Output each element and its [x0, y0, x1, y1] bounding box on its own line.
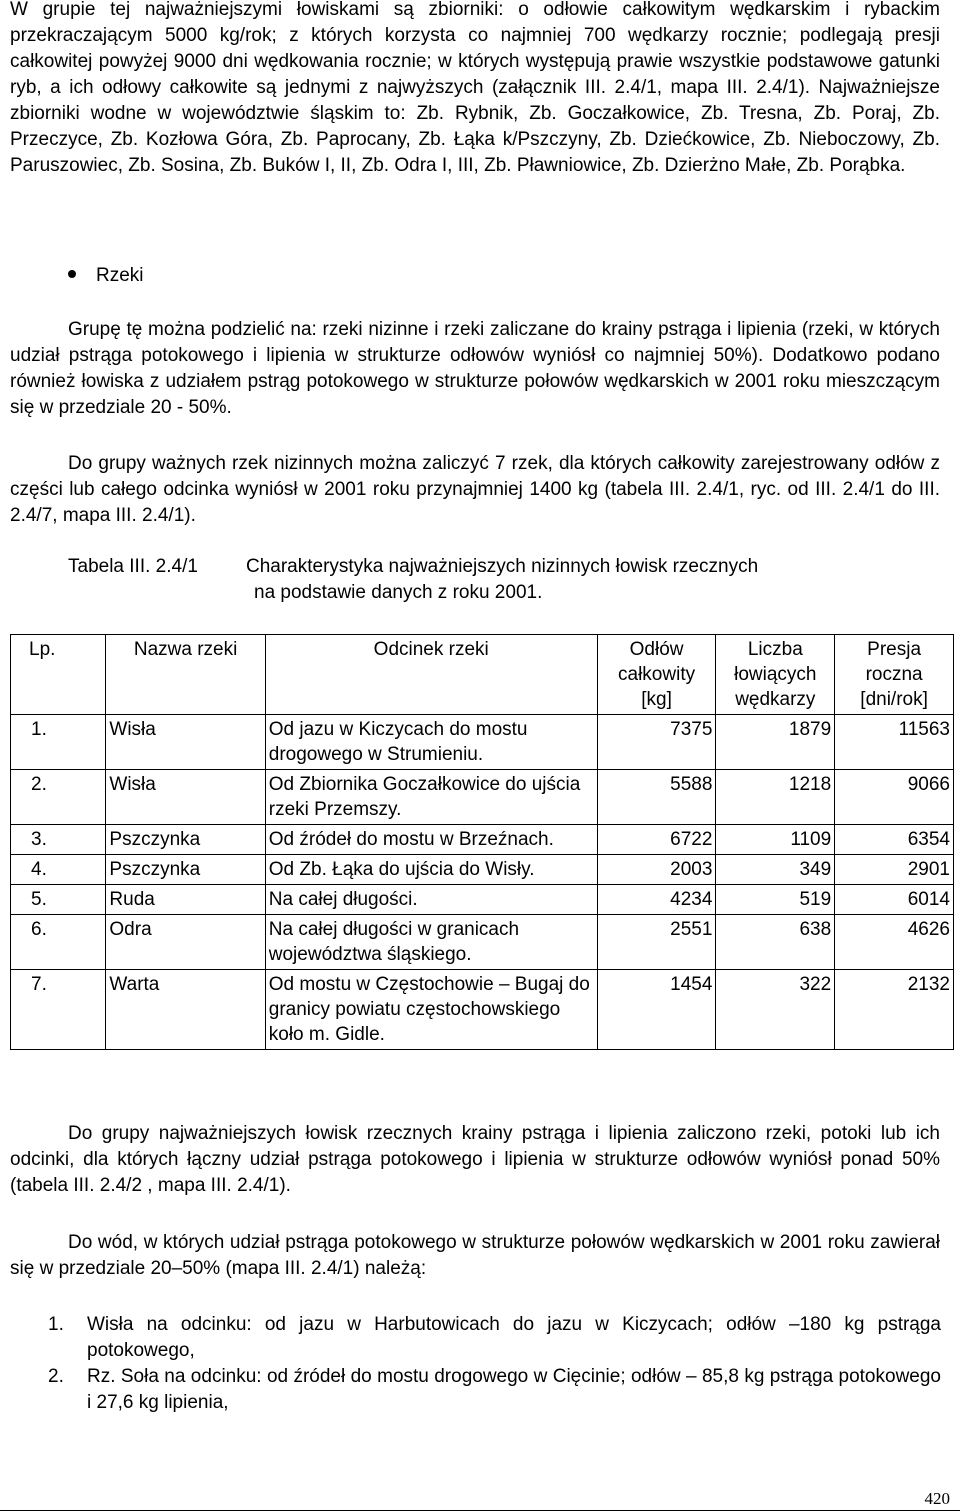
table-row	[11, 970, 954, 1050]
paragraph-trout-rivers: Do grupy najważniejszych łowisk rzecznych krainy pstrąga i lipienia zaliczono rzeki, potoki lub ich odcinki, dla których łączny udział pstrąga potokowego i lipienia w strukturze odłowów wyniósł ponad 50% (tabela III. 2.4/2 , mapa III. 2.4/1).	[10, 1123, 940, 1196]
cell-anglers: 349	[716, 855, 835, 885]
table-row	[11, 915, 954, 970]
cell-section: Od Zbiornika Goczałkowice do ujścia rzeki Przemszy.	[265, 770, 597, 825]
cell-river: Pszczynka	[106, 825, 265, 855]
cell-lp: 3.	[11, 825, 106, 855]
cell-river: Ruda	[106, 885, 265, 915]
table-row	[11, 715, 954, 770]
cell-section: Od mostu w Częstochowie – Bugaj do granicy powiatu częstochowskiego koło m. Gidle.	[265, 970, 597, 1050]
header-lp: Lp.	[11, 635, 106, 715]
cell-catch: 6722	[597, 825, 716, 855]
list-item	[48, 1364, 941, 1416]
cell-catch: 2551	[597, 915, 716, 970]
cell-section: Od źródeł do mostu w Brzeźnach.	[265, 825, 597, 855]
cell-pressure: 4626	[835, 915, 954, 970]
header-pressure: Presja roczna [dni/rok]	[835, 635, 954, 715]
bullet-label: Rzeki	[96, 265, 144, 286]
cell-lp: 4.	[11, 855, 106, 885]
paragraph-trout-share: Do wód, w których udział pstrąga potokowego w strukturze połowów wędkarskich w 2001 roku zawierał się w przedziale 20–50% (mapa III. 2.4/1) należą:	[10, 1232, 940, 1279]
table-header-row	[11, 635, 954, 715]
cell-lp: 6.	[11, 915, 106, 970]
cell-pressure: 2132	[835, 970, 954, 1050]
table-row	[11, 770, 954, 825]
list-item-text: Rz. Soła na odcinku: od źródeł do mostu drogowego w Cięcinie; odłów – 85,8 kg pstrąga potokowego i 27,6 kg lipienia,	[87, 1366, 941, 1413]
table-caption-label: Tabela III. 2.4/1	[68, 556, 198, 577]
cell-section: Od jazu w Kiczycach do mostu drogowego w Strumieniu.	[265, 715, 597, 770]
table-row	[11, 885, 954, 915]
bullet-rivers	[68, 263, 668, 289]
table-row	[11, 825, 954, 855]
cell-river: Wisła	[106, 715, 265, 770]
table-caption	[68, 554, 758, 606]
paragraph-river-groups: Grupę tę można podzielić na: rzeki nizinne i rzeki zaliczane do krainy pstrąga i lipienia (rzeki, w których udział pstrąga potokowego i lipienia w strukturze odłowów wyniósł co najmniej 50%). Dodatkowo podano również łowiska z udziałem pstrąg potokowego w strukturze połowów wędkarskich w 2001 roku mieszczącym się w przedziale 20 - 50%.	[10, 319, 940, 418]
cell-anglers: 638	[716, 915, 835, 970]
cell-anglers: 322	[716, 970, 835, 1050]
cell-river: Odra	[106, 915, 265, 970]
cell-anglers: 1879	[716, 715, 835, 770]
bullet-dot-icon	[68, 270, 76, 278]
cell-pressure: 2901	[835, 855, 954, 885]
cell-section: Od Zb. Łąka do ujścia do Wisły.	[265, 855, 597, 885]
cell-pressure: 6014	[835, 885, 954, 915]
table-caption-line2: na podstawie danych z roku 2001.	[254, 582, 543, 603]
header-river: Nazwa rzeki	[106, 635, 265, 715]
list-item-number: 1.	[48, 1314, 64, 1335]
paragraph-reservoirs: W grupie tej najważniejszymi łowiskami są zbiorniki: o odłowie całkowitym wędkarskim i rybackim przekraczającym 5000 kg/rok; z których korzysta co najmniej 700 wędkarzy rocznie; podlegają presji całkowitej powyżej 9000 dni wędkowania rocznie; w których występują prawie wszystkie podstawowe gatunki ryb, a ich odłowy całkowite są jednymi z najwyższych (załącznik III. 2.4/1, mapa III. 2.4/1). Najważniejsze zbiorniki wodne w województwie śląskim to: Zb. Rybnik, Zb. Goczałkowice, Zb. Tresna, Zb. Poraj, Zb. Przeczyce, Zb. Kozłowa Góra, Zb. Paprocany, Zb. Łąka k/Pszczyny, Zb. Dziećkowice, Zb. Nieboczowy, Zb. Paruszowiec, Zb. Sosina, Zb. Buków I, II, Zb. Odra I, III, Zb. Pławniowice, Zb. Dzierżno Małe, Zb. Porąbka.	[10, 0, 940, 176]
header-catch: Odłów całkowity [kg]	[597, 635, 716, 715]
cell-anglers: 1218	[716, 770, 835, 825]
cell-river: Pszczynka	[106, 855, 265, 885]
cell-catch: 4234	[597, 885, 716, 915]
cell-catch: 2003	[597, 855, 716, 885]
cell-catch: 5588	[597, 770, 716, 825]
cell-section: Na całej długości w granicach województwa śląskiego.	[265, 915, 597, 970]
list-item-text: Wisła na odcinku: od jazu w Harbutowicach do jazu w Kiczycach; odłów –180 kg pstrąga potokowego,	[87, 1314, 941, 1361]
page-number: 420	[924, 1489, 950, 1508]
header-section: Odcinek rzeki	[265, 635, 597, 715]
cell-lp: 5.	[11, 885, 106, 915]
cell-lp: 2.	[11, 770, 106, 825]
cell-river: Warta	[106, 970, 265, 1050]
cell-pressure: 11563	[835, 715, 954, 770]
table-caption-line1: Charakterystyka najważniejszych nizinnych łowisk rzecznych	[246, 556, 759, 577]
cell-lp: 1.	[11, 715, 106, 770]
cell-lp: 7.	[11, 970, 106, 1050]
paragraph-lowland-rivers: Do grupy ważnych rzek nizinnych można zaliczyć 7 rzek, dla których całkowity zarejestrowany odłów z części lub całego odcinka wyniósł w 2001 roku przynajmniej 1400 kg (tabela III. 2.4/1, ryc. od III. 2.4/1 do III. 2.4/7, mapa III. 2.4/1).	[10, 453, 940, 526]
cell-catch: 7375	[597, 715, 716, 770]
cell-section: Na całej długości.	[265, 885, 597, 915]
list-item	[48, 1312, 941, 1364]
header-anglers: Liczba łowiących wędkarzy	[716, 635, 835, 715]
table-row	[11, 855, 954, 885]
data-table	[10, 634, 954, 1050]
cell-pressure: 6354	[835, 825, 954, 855]
cell-anglers: 1109	[716, 825, 835, 855]
list-item-number: 2.	[48, 1366, 64, 1387]
cell-pressure: 9066	[835, 770, 954, 825]
cell-catch: 1454	[597, 970, 716, 1050]
cell-river: Wisła	[106, 770, 265, 825]
cell-anglers: 519	[716, 885, 835, 915]
